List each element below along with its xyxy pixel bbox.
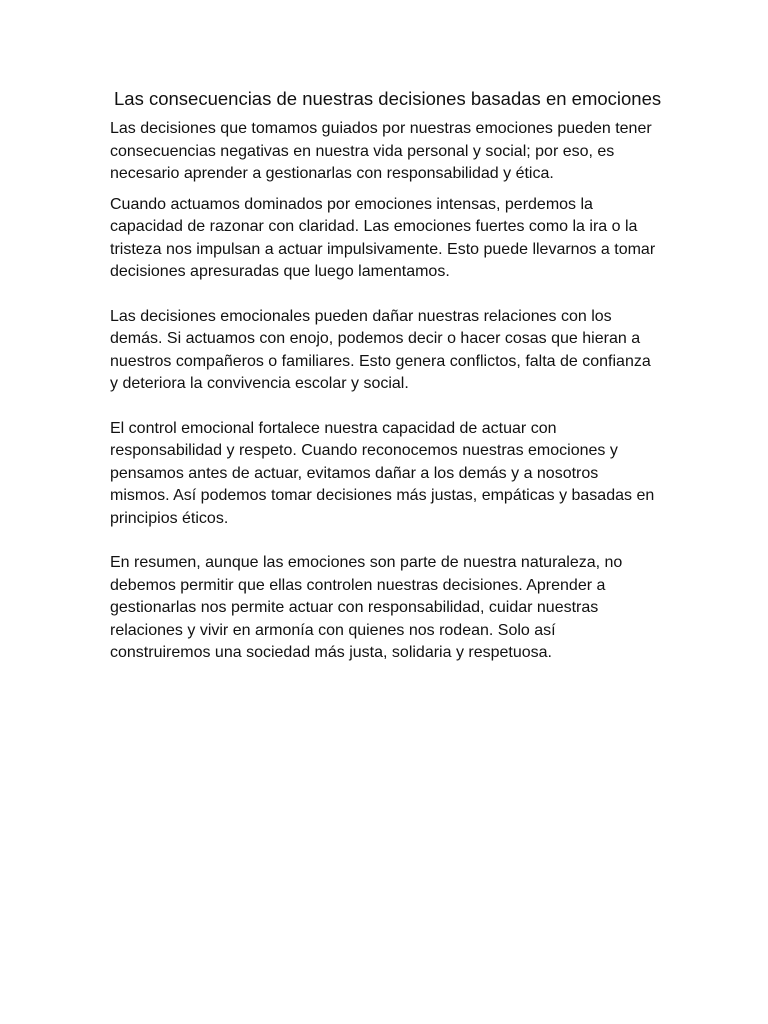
paragraph-intro: Las decisiones que tomamos guiados por nuestras emociones pueden tener consecuencias negativas en nuestra vida personal y social; por eso, es necesario aprender a gestionarlas con responsabilidad y ética.: [110, 120, 652, 182]
document-page: [110, 86, 660, 665]
paragraph-emotional-control: El control emocional fortalece nuestra capacidad de actuar con responsabilidad y respeto. Cuando reconocemos nuestras emociones y pensamos antes de actuar, evitamos dañar a los demás y a nosotros mismos. Así podemos tomar decisiones más justas, empáticas y basadas en principios éticos.: [110, 419, 655, 527]
paragraph-reasoning: Cuando actuamos dominados por emociones intensas, perdemos la capacidad de razonar con claridad. Las emociones fuertes como la ira o la tristeza nos impulsan a actuar impulsivamente. Esto puede llevarnos a tomar decisiones apresuradas que luego lamentamos.: [110, 195, 656, 280]
document-title: Las consecuencias de nuestras decisiones basadas en emociones: [114, 88, 662, 109]
paragraph-relationships: Las decisiones emocionales pueden dañar nuestras relaciones con los demás. Si actuamos con enojo, podemos decir o hacer cosas que hieran a nuestros compañeros o familiares. Esto genera conflictos, falta de confianza y deteriora la convivencia escolar y social.: [110, 307, 651, 392]
paragraph-summary: En resumen, aunque las emociones son parte de nuestra naturaleza, no debemos permitir que ellas controlen nuestras decisiones. Aprender a gestionarlas nos permite actuar con responsabilidad, cuidar nuestras relaciones y vivir en armonía con quienes nos rodean. Solo así construiremos una sociedad más justa, solidaria y respetuosa.: [110, 554, 623, 661]
